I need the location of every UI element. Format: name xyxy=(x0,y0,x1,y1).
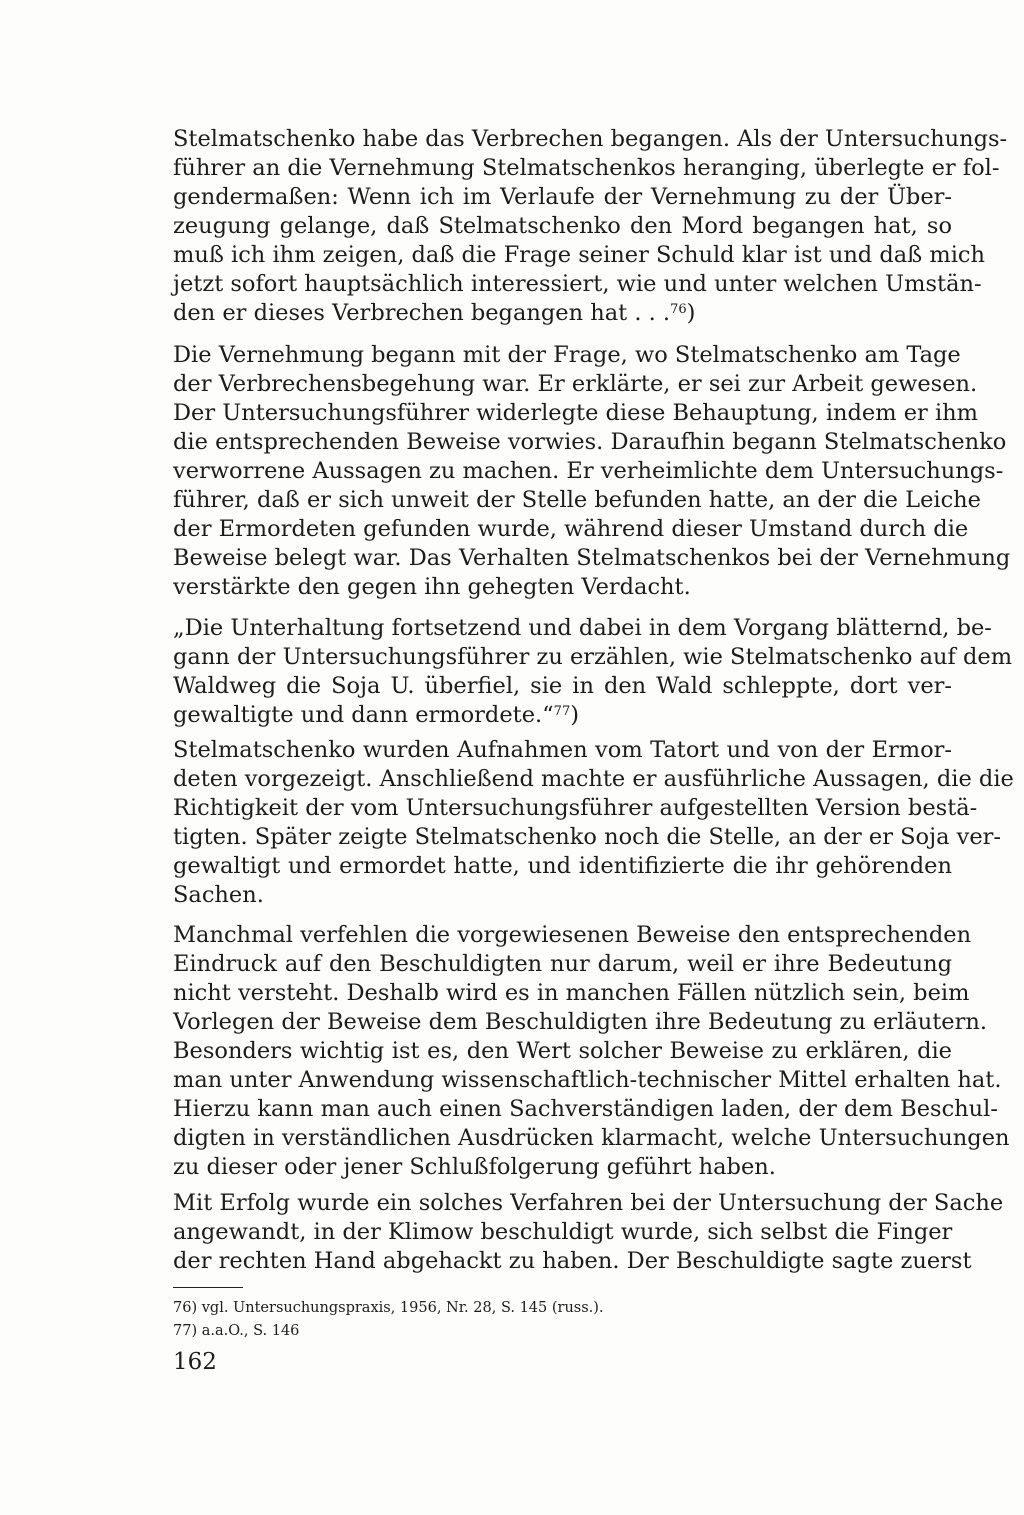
text-line: Mit Erfolg wurde ein solches Verfahren bei der Untersuchung der Sache xyxy=(173,1190,1004,1216)
paragraph-5 xyxy=(173,921,1010,1182)
text-line: „Die Unterhaltung fortsetzend und dabei in dem Vorgang blätternd, be- xyxy=(173,615,992,641)
text-line: zeugung gelange, daß Stelmatschenko den Mord begangen hat, so xyxy=(173,213,952,239)
text-fragment: gendermaßen: Wenn ich im Verlaufe der Vernehmung zu der Über- xyxy=(173,184,952,210)
text-line: jetzt sofort hauptsächlich interessiert, wie und unter welchen Umstän- xyxy=(173,271,982,297)
text-line: führer, daß er sich unweit der Stelle befunden hatte, an der die Leiche xyxy=(173,487,981,513)
text-fragment: gewaltigte und dann ermordete.“ xyxy=(173,702,554,728)
text-line: man unter Anwendung wissenschaftlich-technischer Mittel erhalten hat. xyxy=(173,1067,1002,1093)
text-line: Der Untersuchungsführer widerlegte diese Behauptung, indem er ihm xyxy=(173,400,978,426)
text-line: Eindruck auf den Beschuldigten nur darum, weil er ihre Bedeutung xyxy=(173,951,952,977)
text-line xyxy=(173,299,952,328)
text-line: Waldweg die Soja U. überfiel, sie in den Wald schleppte, dort ver- xyxy=(173,673,952,699)
text-line: Stelmatschenko habe das Verbrechen begangen. Als der Untersuchungs- xyxy=(173,126,1008,152)
footnote-divider xyxy=(173,1287,243,1288)
text-line: gewaltigt und ermordet hatte, und identifizierte die ihr gehörenden xyxy=(173,853,952,879)
text-line: tigten. Später zeigte Stelmatschenko noch die Stelle, an der er Soja ver- xyxy=(173,824,1002,850)
text-line xyxy=(173,701,952,730)
text-line: Stelmatschenko wurden Aufnahmen vom Tatort und von der Ermor- xyxy=(173,737,952,763)
footnote-76: 76) vgl. Untersuchungspraxis, 1956, Nr. 28, S. 145 (russ.). xyxy=(173,1300,604,1316)
text-line: verstärkte den gegen ihn gehegten Verdacht. xyxy=(173,574,691,600)
paragraph-4 xyxy=(173,736,1014,910)
text-line: der Verbrechensbegehung war. Er erklärte, er sei zur Arbeit gewesen. xyxy=(173,371,978,397)
text-line: verworrene Aussagen zu machen. Er verheimlichte dem Untersuchungs- xyxy=(173,458,1004,484)
footnote-reference: 76 xyxy=(670,302,687,317)
text-line xyxy=(173,183,952,212)
text-line: Beweise belegt war. Das Verhalten Stelmatschenkos bei der Vernehmung xyxy=(173,545,1011,571)
text-fragment: den er dieses Verbrechen begangen hat . . . xyxy=(173,300,671,326)
text-line: Manchmal verfehlen die vorgewiesenen Beweise den entsprechenden xyxy=(173,922,972,948)
text-line: angewandt, in der Klimow beschuldigt wurde, sich selbst die Finger xyxy=(173,1219,953,1245)
text-line: Vorlegen der Beweise dem Beschuldigten ihre Bedeutung zu erläutern. xyxy=(173,1009,987,1035)
text-line: führer an die Vernehmung Stelmatschenkos heranging, überlegte er fol- xyxy=(173,155,1000,181)
text-line: der rechten Hand abgehackt zu haben. Der Beschuldigte sagte zuerst xyxy=(173,1248,972,1274)
paragraph-3 xyxy=(173,614,1013,730)
footnote-reference: 77 xyxy=(553,704,571,719)
text-line: nicht versteht. Deshalb wird es in manchen Fällen nützlich sein, beim xyxy=(173,980,970,1006)
text-line: der Ermordeten gefunden wurde, während dieser Umstand durch die xyxy=(173,516,969,542)
text-line: zu dieser oder jener Schlußfolgerung geführt haben. xyxy=(173,1154,776,1180)
text-fragment: ) xyxy=(570,702,579,728)
text-line: Besonders wichtig ist es, den Wert solcher Beweise zu erklären, die xyxy=(173,1038,952,1064)
paragraph-2 xyxy=(173,341,1011,602)
text-fragment: ) xyxy=(686,300,696,326)
text-line: deten vorgezeigt. Anschließend machte er ausführliche Aussagen, die die xyxy=(173,766,1014,792)
text-line: muß ich ihm zeigen, daß die Frage seiner Schuld klar ist und daß mich xyxy=(173,242,985,268)
paragraph-6 xyxy=(173,1189,1004,1276)
text-line: Sachen. xyxy=(173,882,264,908)
text-line: die entsprechenden Beweise vorwies. Daraufhin begann Stelmatschenko xyxy=(173,429,1007,455)
text-line: Richtigkeit der vom Untersuchungsführer aufgestellten Version bestä- xyxy=(173,795,978,821)
paragraph-1 xyxy=(173,125,1008,328)
text-line: gann der Untersuchungsführer zu erzählen, wie Stelmatschenko auf dem xyxy=(173,644,1013,670)
text-line: Die Vernehmung begann mit der Frage, wo Stelmatschenko am Tage xyxy=(173,342,961,368)
page-number: 162 xyxy=(173,1349,217,1375)
footnote-77: 77) a.a.O., S. 146 xyxy=(173,1323,300,1339)
text-line: Hierzu kann man auch einen Sachverständigen laden, der dem Beschul- xyxy=(173,1096,998,1122)
text-line: digten in verständlichen Ausdrücken klarmacht, welche Untersuchungen xyxy=(173,1125,1010,1151)
